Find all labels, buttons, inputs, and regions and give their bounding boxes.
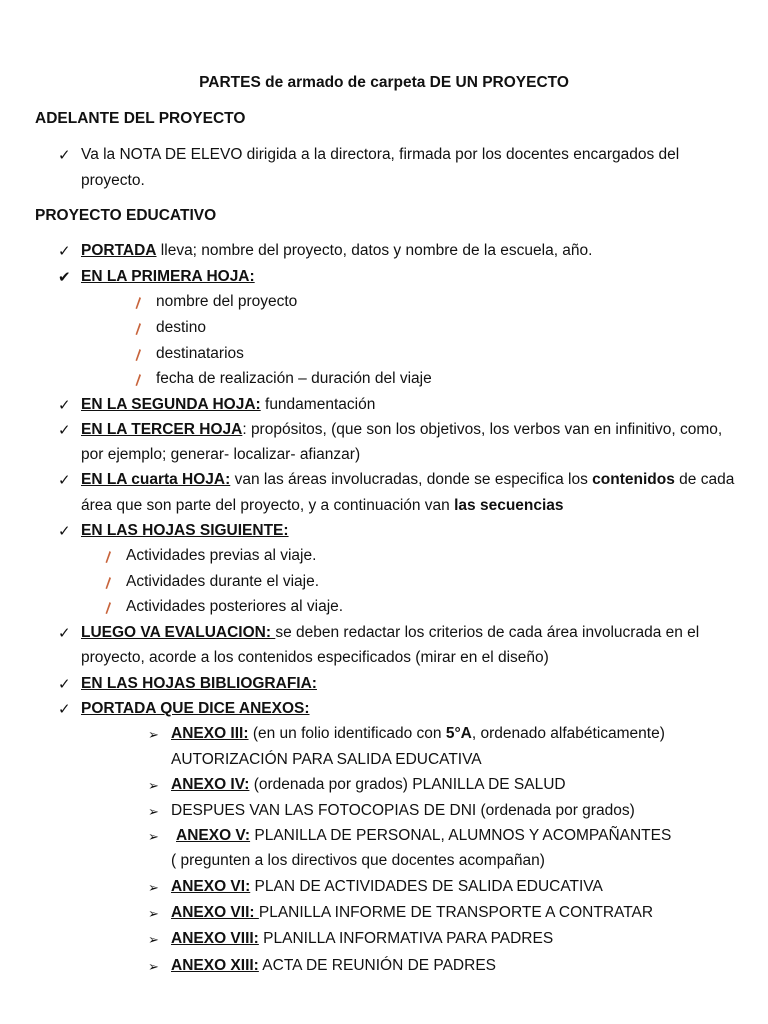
dni-item: DESPUES VAN LAS FOTOCOPIAS DE DNI (ordenada por grados)	[171, 802, 635, 819]
portada-text: lleva; nombre del proyecto, datos y nombre de la escuela, año.	[156, 242, 593, 259]
anexo-v-text-cont: ( pregunten a los directivos que docentes acompañan)	[171, 852, 545, 869]
portada-item	[81, 242, 592, 260]
checkmark-icon: ✓	[58, 523, 71, 540]
cuarta-hoja-text-cont	[81, 497, 564, 515]
evaluacion-item	[81, 624, 699, 642]
anexo-iv-item	[171, 776, 566, 794]
actividad-item: Actividades posteriores al viaje.	[126, 598, 344, 615]
feather-bullet-icon	[133, 321, 143, 337]
bibliografia-label: EN LAS HOJAS BIBLIOGRAFIA:	[81, 675, 317, 692]
arrow-bullet-icon: ➢	[148, 959, 159, 974]
tercer-hoja-item	[81, 421, 722, 439]
actividad-item: Actividades durante el viaje.	[126, 573, 320, 590]
nota-elevo-text: Va la NOTA DE ELEVO dirigida a la directora, firmada por los docentes encargados del	[81, 146, 680, 163]
arrow-bullet-icon: ➢	[148, 932, 159, 947]
primera-hoja-subitem: destinatarios	[156, 345, 244, 362]
cuarta-hoja-text-end: de cada	[674, 471, 735, 488]
anexo-v-label: ANEXO V:	[176, 827, 251, 844]
checkmark-icon: ✓	[58, 147, 71, 164]
anexo-v-item	[176, 827, 671, 845]
anexo-vi-item	[171, 878, 603, 896]
arrow-bullet-icon: ➢	[148, 804, 159, 819]
checkmark-icon: ✓	[58, 243, 71, 260]
primera-hoja-subitem: destino	[156, 319, 206, 336]
anexo-iii-item	[171, 725, 665, 743]
anexo-xiii-label: ANEXO XIII:	[171, 957, 259, 974]
evaluacion-text-cont: proyecto, acorde a los contenidos especificados (mirar en el diseño)	[81, 649, 549, 666]
anexo-iii-text: (en un folio identificado con	[248, 725, 446, 742]
section-heading-proyecto: PROYECTO EDUCATIVO	[35, 207, 217, 224]
checkmark-icon: ✓	[58, 625, 71, 642]
anexo-vi-text: PLAN DE ACTIVIDADES DE SALIDA EDUCATIVA	[250, 878, 603, 895]
bibliografia-item	[81, 675, 317, 693]
anexo-iii-text-cont: AUTORIZACIÓN PARA SALIDA EDUCATIVA	[171, 751, 482, 768]
cuarta-hoja-text: van las áreas involucradas, donde se especifica los	[230, 471, 593, 488]
document-title: PARTES de armado de carpeta DE UN PROYECTO	[199, 74, 569, 91]
primera-hoja-item	[81, 268, 255, 286]
nota-elevo-text-cont: proyecto.	[81, 172, 145, 189]
segunda-hoja-text: fundamentación	[260, 396, 376, 413]
portada-anexos-item	[81, 700, 310, 718]
segunda-hoja-item	[81, 396, 375, 414]
portada-label: PORTADA	[81, 242, 157, 259]
section-heading-adelante: ADELANTE DEL PROYECTO	[35, 110, 246, 127]
checkmark-icon: ✓	[58, 422, 71, 439]
grado-emphasis: 5°A	[445, 725, 472, 742]
feather-bullet-icon	[133, 295, 143, 311]
feather-bullet-icon	[103, 600, 113, 616]
anexo-v-text: PLANILLA DE PERSONAL, ALUMNOS Y ACOMPAÑANTES	[250, 827, 672, 844]
anexo-iv-label: ANEXO IV:	[171, 776, 250, 793]
evaluacion-label: LUEGO VA EVALUACION:	[81, 624, 276, 641]
arrow-bullet-icon: ➢	[148, 727, 159, 742]
anexo-xiii-item	[171, 957, 496, 975]
anexo-vii-text: PLANILLA INFORME DE TRANSPORTE A CONTRATAR	[258, 904, 654, 921]
checkmark-icon: ✓	[58, 472, 71, 489]
cuarta-hoja-item	[81, 471, 734, 489]
arrow-bullet-icon: ➢	[148, 829, 159, 844]
cuarta-hoja-line2: área que son parte del proyecto, y a continuación van	[81, 497, 455, 514]
anexo-xiii-text: ACTA DE REUNIÓN DE PADRES	[258, 957, 496, 974]
tercer-hoja-text-cont: por ejemplo; generar- localizar- afianzar)	[81, 446, 361, 463]
primera-hoja-subitem: nombre del proyecto	[156, 293, 298, 310]
anexo-viii-text: PLANILLA INFORMATIVA PARA PADRES	[258, 930, 554, 947]
checkmark-icon: ✓	[58, 676, 71, 693]
feather-bullet-icon	[133, 347, 143, 363]
anexo-iv-text: (ordenada por grados) PLANILLA DE SALUD	[249, 776, 566, 793]
anexo-iii-text-end: , ordenado alfabéticamente)	[471, 725, 665, 742]
feather-bullet-icon	[103, 575, 113, 591]
hojas-siguiente-label: EN LAS HOJAS SIGUIENTE:	[81, 522, 289, 539]
contenidos-emphasis: contenidos	[592, 471, 675, 488]
tercer-hoja-label: EN LA TERCER HOJA	[81, 421, 243, 438]
anexo-vii-item	[171, 904, 653, 922]
feather-bullet-icon	[103, 549, 113, 565]
cuarta-hoja-label: EN LA cuarta HOJA:	[81, 471, 231, 488]
anexo-viii-item	[171, 930, 553, 948]
primera-hoja-subitem: fecha de realización – duración del viaje	[156, 370, 432, 387]
anexo-vii-label: ANEXO VII:	[171, 904, 259, 921]
checkmark-icon: ✓	[58, 701, 71, 718]
feather-bullet-icon	[133, 372, 143, 388]
primera-hoja-label: EN LA PRIMERA HOJA:	[81, 268, 255, 285]
segunda-hoja-label: EN LA SEGUNDA HOJA:	[81, 396, 261, 413]
arrow-bullet-icon: ➢	[148, 778, 159, 793]
secuencias-emphasis: las secuencias	[454, 497, 564, 514]
evaluacion-text: se deben redactar los criterios de cada área involucrada en el	[275, 624, 700, 641]
anexo-iii-label: ANEXO III:	[171, 725, 249, 742]
tercer-hoja-text: : propósitos, (que son los objetivos, los verbos van en infinitivo, como,	[242, 421, 723, 438]
actividad-item: Actividades previas al viaje.	[126, 547, 317, 564]
arrow-bullet-icon: ➢	[148, 880, 159, 895]
anexo-vi-label: ANEXO VI:	[171, 878, 251, 895]
checkmark-bold-icon: ✔	[58, 269, 71, 286]
hojas-siguiente-item	[81, 522, 289, 540]
anexo-viii-label: ANEXO VIII:	[171, 930, 259, 947]
arrow-bullet-icon: ➢	[148, 906, 159, 921]
checkmark-icon: ✓	[58, 397, 71, 414]
portada-anexos-label: PORTADA QUE DICE ANEXOS:	[81, 700, 310, 717]
